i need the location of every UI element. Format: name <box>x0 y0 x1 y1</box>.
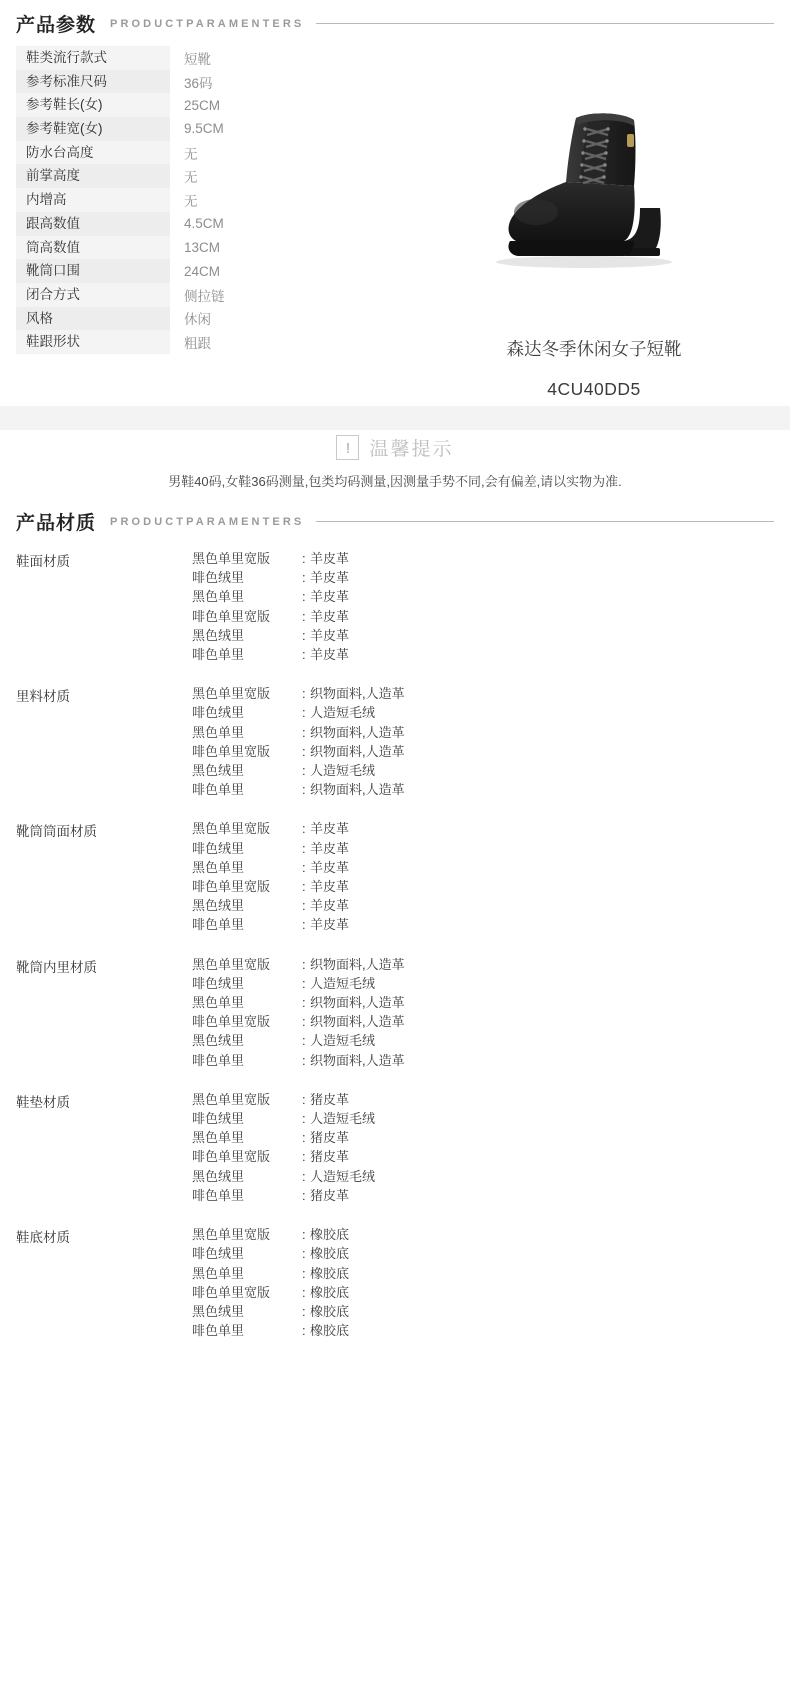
variant-label: 啡色单里宽版 <box>192 1284 271 1300</box>
list-item <box>192 896 774 915</box>
material-values <box>192 1090 774 1205</box>
separator: : <box>302 821 306 837</box>
variant-value: 人造短毛绒 <box>310 705 376 721</box>
params-and-image-area <box>0 46 790 400</box>
param-value: 4.5CM <box>184 216 224 232</box>
variant-label: 黑色单里 <box>192 859 245 875</box>
table-row <box>16 549 774 664</box>
param-key: 跟高数值 <box>16 212 170 236</box>
table-row <box>16 117 398 141</box>
header-divider <box>316 521 774 522</box>
variant-value: 人造短毛绒 <box>310 763 376 779</box>
separator: : <box>302 1187 306 1203</box>
variant-value: 织物面料,人造革 <box>310 743 405 759</box>
table-row <box>16 1090 774 1205</box>
param-key: 参考鞋宽(女) <box>16 117 170 141</box>
separator: : <box>302 1284 306 1300</box>
section-title-materials-cn: 产品材质 <box>16 513 97 534</box>
product-title: 森达冬季休闲女子短靴 <box>506 339 682 359</box>
separator: : <box>302 551 306 566</box>
list-item <box>192 858 774 877</box>
variant-value: 猪皮革 <box>310 1091 350 1107</box>
variant-value: 羊皮革 <box>310 821 350 837</box>
product-model: 4CU40DD5 <box>547 379 641 399</box>
variant-value: 猪皮革 <box>310 1149 350 1165</box>
separator: : <box>302 743 306 759</box>
list-item <box>192 1264 774 1283</box>
table-row <box>16 236 398 260</box>
list-item <box>192 1090 774 1109</box>
list-item <box>192 839 774 858</box>
separator: : <box>302 705 306 721</box>
tip-header <box>0 434 790 461</box>
separator: : <box>302 1014 306 1030</box>
variant-label: 黑色单里宽版 <box>192 551 271 566</box>
separator: : <box>302 686 306 702</box>
separator: : <box>302 724 306 740</box>
table-row <box>16 141 398 165</box>
material-values <box>192 1225 774 1340</box>
list-item <box>192 1283 774 1302</box>
list-item <box>192 780 774 799</box>
table-row <box>16 307 398 331</box>
variant-label: 黑色单里 <box>192 995 245 1011</box>
separator: : <box>302 1130 306 1146</box>
separator: : <box>302 975 306 991</box>
product-detail-page <box>0 10 790 1340</box>
material-key: 鞋底材质 <box>16 1230 70 1246</box>
material-key: 鞋垫材质 <box>16 1094 70 1110</box>
variant-value: 织物面料,人造革 <box>310 686 405 702</box>
variant-label: 啡色单里 <box>192 1052 245 1068</box>
variant-label: 黑色单里宽版 <box>192 821 271 837</box>
list-item <box>192 974 774 993</box>
variant-value: 人造短毛绒 <box>310 1111 376 1127</box>
table-row <box>16 1225 774 1340</box>
variant-value: 织物面料,人造革 <box>310 1014 405 1030</box>
list-item <box>192 1031 774 1050</box>
list-item <box>192 684 774 703</box>
material-key: 靴筒内里材质 <box>16 959 97 975</box>
list-item <box>192 1244 774 1263</box>
black-ankle-boot-photo <box>484 100 704 285</box>
variant-value: 橡胶底 <box>310 1323 350 1339</box>
list-item <box>192 915 774 934</box>
separator: : <box>302 647 306 663</box>
list-item <box>192 587 774 606</box>
separator: : <box>302 1323 306 1339</box>
variant-label: 黑色单里宽版 <box>192 956 271 972</box>
section-title-materials-en: PRODUCTPARAMENTERS <box>110 515 305 528</box>
variant-label: 黑色单里宽版 <box>192 1227 271 1243</box>
separator: : <box>302 1111 306 1127</box>
param-value: 13CM <box>184 239 221 255</box>
variant-value: 羊皮革 <box>310 917 350 933</box>
variant-value: 橡胶底 <box>310 1303 350 1319</box>
param-key: 内增高 <box>16 188 170 212</box>
separator: : <box>302 1227 306 1243</box>
param-value: 无 <box>184 146 198 162</box>
variant-label: 黑色绒里 <box>192 1168 245 1184</box>
list-item <box>192 761 774 780</box>
material-values <box>192 819 774 934</box>
variant-value: 人造短毛绒 <box>310 975 376 991</box>
material-values <box>192 684 774 799</box>
variant-value: 羊皮革 <box>310 898 350 914</box>
variant-value: 橡胶底 <box>310 1265 350 1281</box>
list-item <box>192 955 774 974</box>
variant-value: 织物面料,人造革 <box>310 724 405 740</box>
params-table <box>0 46 398 400</box>
param-value: 无 <box>184 193 198 209</box>
variant-value: 羊皮革 <box>310 608 350 624</box>
param-key: 参考鞋长(女) <box>16 93 170 117</box>
variant-label: 黑色绒里 <box>192 1033 245 1049</box>
separator: : <box>302 627 306 643</box>
variant-value: 羊皮革 <box>310 840 350 856</box>
list-item <box>192 1167 774 1186</box>
param-key: 靴筒口围 <box>16 259 170 283</box>
table-row <box>16 212 398 236</box>
variant-label: 啡色绒里 <box>192 570 245 586</box>
param-value: 短靴 <box>184 51 211 67</box>
separator: : <box>302 859 306 875</box>
variant-label: 黑色单里 <box>192 724 245 740</box>
variant-label: 黑色单里 <box>192 1130 245 1146</box>
list-item <box>192 1128 774 1147</box>
param-value: 36码 <box>184 75 213 91</box>
param-key: 防水台高度 <box>16 141 170 165</box>
list-item <box>192 645 774 664</box>
variant-label: 啡色单里宽版 <box>192 1149 271 1165</box>
table-row <box>16 955 774 1070</box>
param-value: 侧拉链 <box>184 288 225 304</box>
separator: : <box>302 570 306 586</box>
list-item <box>192 1147 774 1166</box>
param-value: 24CM <box>184 263 221 279</box>
table-row <box>16 93 398 117</box>
list-item <box>192 877 774 896</box>
list-item <box>192 1321 774 1340</box>
variant-value: 猪皮革 <box>310 1187 350 1203</box>
variant-label: 啡色绒里 <box>192 1246 245 1262</box>
separator: : <box>302 1033 306 1049</box>
variant-value: 羊皮革 <box>310 551 350 566</box>
list-item <box>192 1302 774 1321</box>
variant-value: 人造短毛绒 <box>310 1168 376 1184</box>
section-header-params <box>0 10 790 37</box>
separator: : <box>302 879 306 895</box>
section-title-params-en: PRODUCTPARAMENTERS <box>110 17 305 30</box>
variant-label: 啡色绒里 <box>192 975 245 991</box>
header-divider <box>316 23 774 24</box>
variant-label: 啡色单里宽版 <box>192 879 271 895</box>
list-item <box>192 819 774 838</box>
material-key: 鞋面材质 <box>16 554 70 569</box>
tip-band <box>0 406 790 430</box>
list-item <box>192 1051 774 1070</box>
variant-label: 黑色单里宽版 <box>192 1091 271 1107</box>
variant-value: 织物面料,人造革 <box>310 995 405 1011</box>
list-item <box>192 626 774 645</box>
table-row <box>16 188 398 212</box>
list-item <box>192 1186 774 1205</box>
material-key: 里料材质 <box>16 689 70 705</box>
variant-value: 人造短毛绒 <box>310 1033 376 1049</box>
param-key: 鞋类流行款式 <box>16 46 170 70</box>
variant-value: 织物面料,人造革 <box>310 1052 405 1068</box>
param-value: 9.5CM <box>184 121 224 137</box>
variant-label: 啡色单里 <box>192 1323 245 1339</box>
list-item <box>192 607 774 626</box>
variant-label: 黑色绒里 <box>192 1303 245 1319</box>
variant-label: 啡色单里宽版 <box>192 1014 271 1030</box>
param-key: 鞋跟形状 <box>16 330 170 354</box>
separator: : <box>302 1168 306 1184</box>
list-item <box>192 742 774 761</box>
separator: : <box>302 1052 306 1068</box>
tip-title: 温馨提示 <box>369 439 454 460</box>
separator: : <box>302 1246 306 1262</box>
list-item <box>192 723 774 742</box>
param-key: 前掌高度 <box>16 164 170 188</box>
table-row <box>16 70 398 94</box>
variant-label: 啡色单里 <box>192 917 245 933</box>
param-key: 闭合方式 <box>16 283 170 307</box>
separator: : <box>302 763 306 779</box>
variant-value: 织物面料,人造革 <box>310 782 405 798</box>
tip-block <box>0 430 790 490</box>
variant-value: 羊皮革 <box>310 627 350 643</box>
product-image <box>398 52 790 332</box>
separator: : <box>302 898 306 914</box>
list-item <box>192 703 774 722</box>
variant-value: 羊皮革 <box>310 647 350 663</box>
separator: : <box>302 840 306 856</box>
variant-label: 黑色绒里 <box>192 763 245 779</box>
separator: : <box>302 995 306 1011</box>
variant-value: 橡胶底 <box>310 1227 350 1243</box>
variant-label: 啡色绒里 <box>192 1111 245 1127</box>
table-row <box>16 46 398 70</box>
separator: : <box>302 1149 306 1165</box>
variant-value: 橡胶底 <box>310 1246 350 1262</box>
separator: : <box>302 589 306 605</box>
separator: : <box>302 917 306 933</box>
variant-label: 黑色单里 <box>192 1265 245 1281</box>
variant-label: 啡色单里 <box>192 1187 245 1203</box>
variant-label: 啡色单里 <box>192 782 245 798</box>
variant-label: 黑色绒里 <box>192 898 245 914</box>
variant-label: 黑色单里宽版 <box>192 686 271 702</box>
variant-label: 啡色绒里 <box>192 840 245 856</box>
table-row <box>16 283 398 307</box>
separator: : <box>302 1265 306 1281</box>
product-hero <box>398 46 790 400</box>
table-row <box>16 684 774 799</box>
material-values <box>192 549 774 664</box>
variant-label: 啡色单里宽版 <box>192 743 271 759</box>
list-item <box>192 1109 774 1128</box>
variant-value: 橡胶底 <box>310 1284 350 1300</box>
table-row <box>16 259 398 283</box>
variant-value: 羊皮革 <box>310 589 350 605</box>
materials-table <box>0 549 790 1340</box>
tip-text: 男鞋40码,女鞋36码测量,包类均码测量,因测量手势不同,会有偏差,请以实物为准. <box>168 474 622 489</box>
variant-value: 织物面料,人造革 <box>310 956 405 972</box>
section-header-materials <box>0 508 790 535</box>
variant-value: 羊皮革 <box>310 879 350 895</box>
list-item <box>192 568 774 587</box>
variant-label: 啡色单里 <box>192 647 245 663</box>
material-values <box>192 955 774 1070</box>
separator: : <box>302 956 306 972</box>
variant-label: 黑色绒里 <box>192 627 245 643</box>
section-title-params-cn: 产品参数 <box>16 15 97 36</box>
param-value: 25CM <box>184 97 221 113</box>
list-item <box>192 549 774 568</box>
separator: : <box>302 782 306 798</box>
param-value: 粗跟 <box>184 336 211 352</box>
table-row <box>16 330 398 354</box>
variant-value: 羊皮革 <box>310 570 350 586</box>
variant-label: 啡色绒里 <box>192 705 245 721</box>
param-value: 休闲 <box>184 312 211 328</box>
param-key: 参考标准尺码 <box>16 70 170 94</box>
param-value: 无 <box>184 170 198 186</box>
table-row <box>16 819 774 934</box>
separator: : <box>302 1091 306 1107</box>
material-key: 靴筒筒面材质 <box>16 824 97 840</box>
list-item <box>192 1225 774 1244</box>
exclamation-icon: ! <box>336 435 359 460</box>
variant-label: 黑色单里 <box>192 589 245 605</box>
param-key: 风格 <box>16 307 170 331</box>
variant-label: 啡色单里宽版 <box>192 608 271 624</box>
list-item <box>192 993 774 1012</box>
list-item <box>192 1012 774 1031</box>
separator: : <box>302 608 306 624</box>
variant-value: 猪皮革 <box>310 1130 350 1146</box>
variant-value: 羊皮革 <box>310 859 350 875</box>
param-key: 筒高数值 <box>16 236 170 260</box>
separator: : <box>302 1303 306 1319</box>
table-row <box>16 164 398 188</box>
